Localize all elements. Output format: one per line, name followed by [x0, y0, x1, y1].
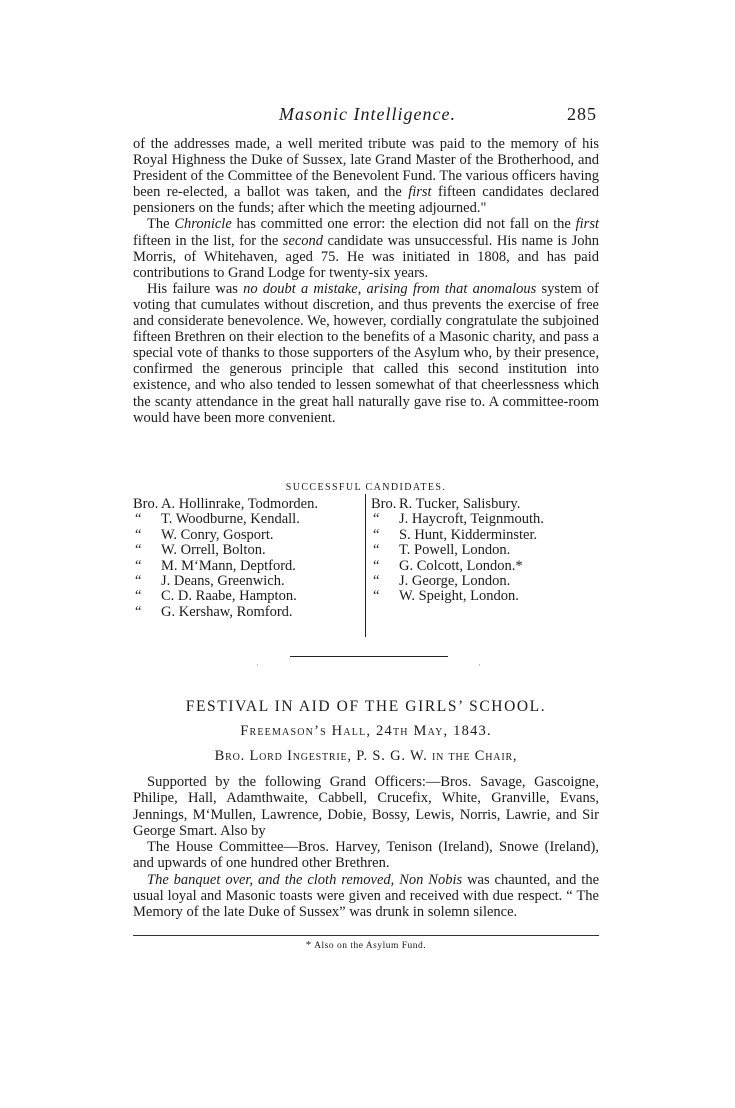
- p1-emphasis-first: first: [408, 184, 432, 201]
- p3-text-a: His failure was: [147, 280, 244, 297]
- section-rule: [290, 656, 448, 657]
- running-title: Masonic Intelligence.: [279, 104, 456, 124]
- ditto-mark: “: [373, 542, 380, 559]
- p2-text-d: candidate was unsuccessful. His name is John Morris, of Whitehaven, aged 75. He was initiated in 1808, and has paid contributions to Grand Lodge for twenty-six years.: [133, 232, 599, 281]
- column-divider: [365, 494, 366, 637]
- candidate-name: S. Hunt, Kidderminster.: [399, 526, 538, 543]
- fp3-emphasis-non-nobis: Non Nobis: [399, 871, 463, 888]
- candidate-name: J. George, London.: [399, 573, 511, 590]
- footnote-text: Also on the Asylum Fund.: [314, 941, 427, 951]
- candidate-row: [371, 543, 601, 558]
- ditto-mark: “: [373, 526, 380, 543]
- candidate-name: J. Deans, Greenwich.: [161, 573, 285, 590]
- ditto-mark: “: [373, 588, 380, 605]
- paragraph-1: [133, 136, 599, 216]
- fp3-text: was chaunted, and the usual loyal and Masonic toasts were given and received with due respect. “ The Memory of the late Duke of Sussex” was drunk in solemn silence.: [133, 871, 600, 921]
- p2-text-c: fifteen in the list, for the: [133, 232, 283, 249]
- ditto-mark: “: [373, 511, 380, 528]
- ditto-mark: “: [135, 573, 142, 590]
- ditto-mark: “: [135, 526, 142, 543]
- bro-prefix: Bro.: [371, 496, 397, 512]
- footnote-rule: [133, 935, 599, 936]
- candidate-row: [371, 589, 601, 604]
- candidates-left-column: [133, 497, 363, 620]
- candidate-name: T. Powell, London.: [399, 542, 511, 559]
- festival-chair: Bro. Lord Ingestrie, P. S. G. W. in the Chair,: [214, 748, 518, 764]
- candidates-heading: SUCCESSFUL CANDIDATES.: [285, 482, 447, 493]
- bro-prefix: Bro.: [133, 496, 159, 512]
- p2-text-b: has committed one error: the election did not fall on the: [231, 216, 576, 233]
- candidate-name: R. Tucker, Salisbury.: [399, 496, 521, 512]
- candidate-row: [133, 543, 363, 558]
- candidate-row: [133, 497, 363, 512]
- festival-paragraph-2: The House Committee—Bros. Harvey, Tenison (Ireland), Snowe (Ireland), and upwards of one hundred other Brethren.: [133, 839, 599, 872]
- candidate-row: [371, 512, 601, 527]
- candidate-name: M. M‘Mann, Deptford.: [161, 557, 296, 574]
- ditto-mark: “: [135, 557, 142, 574]
- candidate-row: [371, 497, 601, 512]
- p1-text-b: fifteen candidates declared pensioners on the funds; after which the meeting adjourned.": [133, 184, 599, 217]
- festival-title: FESTIVAL IN AID OF THE GIRLS’ SCHOOL.: [185, 698, 547, 715]
- p2-emphasis-chronicle: Chronicle: [174, 216, 232, 233]
- p3-text-b: system of voting that cumulates without discretion, and thus prevents the exercise of free and considerate benevolence. We, however, cordially congratulate the subjoined fifteen Brethren on their election to the benefits of a Masonic charity, and pass a special vote of thanks to those supporters of the Asylum who, by their presence, confirmed the generous principle that called this second institution into existence, and who also tended to lessen somewhat of that cheerlessness which the scanty attendance in the great hall naturally gave rise to. A committee-room would have been more convenient.: [133, 280, 599, 426]
- running-head: [0, 104, 735, 130]
- ditto-mark: “: [135, 542, 142, 559]
- paragraph-3: [133, 281, 599, 426]
- festival-place-date: Freemason’s Hall, 24th May, 1843.: [240, 723, 492, 739]
- candidates-right-column: [371, 497, 601, 605]
- print-speck: ·: [256, 660, 259, 670]
- candidate-row: [133, 589, 363, 604]
- festival-paragraph-1: Supported by the following Grand Officers:—Bros. Savage, Gascoigne, Philipe, Hall, Adamthwaite, Cabbell, Crucefix, White, Granville, Evans, Jennings, M‘Mullen, Lawrence, Dobie, Bossy, Lewis, Norris, Lawrie, and Sir George Smart. Also by: [133, 774, 599, 839]
- paragraph-2: [133, 216, 599, 280]
- p2-emphasis-second: second: [282, 232, 324, 249]
- ditto-mark: “: [135, 588, 142, 605]
- fp3-emphasis-a: The banquet over, and the cloth removed,: [147, 871, 395, 888]
- candidate-name: G. Kershaw, Romford.: [161, 603, 293, 620]
- candidate-row: [133, 528, 363, 543]
- p3-emphasis: no doubt a mistake, arising from that anomalous: [243, 280, 537, 297]
- candidate-row: [133, 605, 363, 620]
- print-speck: ·: [478, 660, 481, 670]
- p2-emphasis-first: first: [575, 216, 599, 233]
- ditto-mark: “: [135, 603, 142, 620]
- candidate-name: A. Hollinrake, Todmorden.: [161, 496, 318, 512]
- candidate-name: T. Woodburne, Kendall.: [161, 511, 300, 528]
- p1-text-a: of the addresses made, a well merited tribute was paid to the memory of his Royal Highness the Duke of Sussex, late Grand Master of the Brotherhood, and President of the Committee of the Benevolent Fund. The various officers having been re-elected, a ballot was taken, and the: [133, 136, 599, 201]
- candidate-name: J. Haycroft, Teignmouth.: [399, 511, 544, 528]
- candidate-name: C. D. Raabe, Hampton.: [161, 588, 297, 605]
- candidate-row: [133, 512, 363, 527]
- candidate-row: [371, 528, 601, 543]
- candidate-row: [371, 574, 601, 589]
- candidate-row: [133, 559, 363, 574]
- article-body: [133, 136, 599, 426]
- candidate-row: [371, 559, 601, 574]
- candidate-name: W. Orrell, Bolton.: [161, 542, 266, 559]
- ditto-mark: “: [135, 511, 142, 528]
- footnote-mark: *: [305, 939, 312, 951]
- page-number: 285: [567, 104, 597, 124]
- candidate-name: G. Colcott, London.*: [399, 557, 523, 574]
- festival-paragraph-3: [133, 872, 599, 921]
- candidate-name: W. Conry, Gosport.: [161, 526, 274, 543]
- footnote: [133, 939, 599, 951]
- ditto-mark: “: [373, 573, 380, 590]
- candidate-row: [133, 574, 363, 589]
- candidate-name: W. Speight, London.: [399, 588, 519, 605]
- ditto-mark: “: [373, 557, 380, 574]
- festival-body: [133, 774, 599, 921]
- p2-text-a: The: [147, 216, 175, 233]
